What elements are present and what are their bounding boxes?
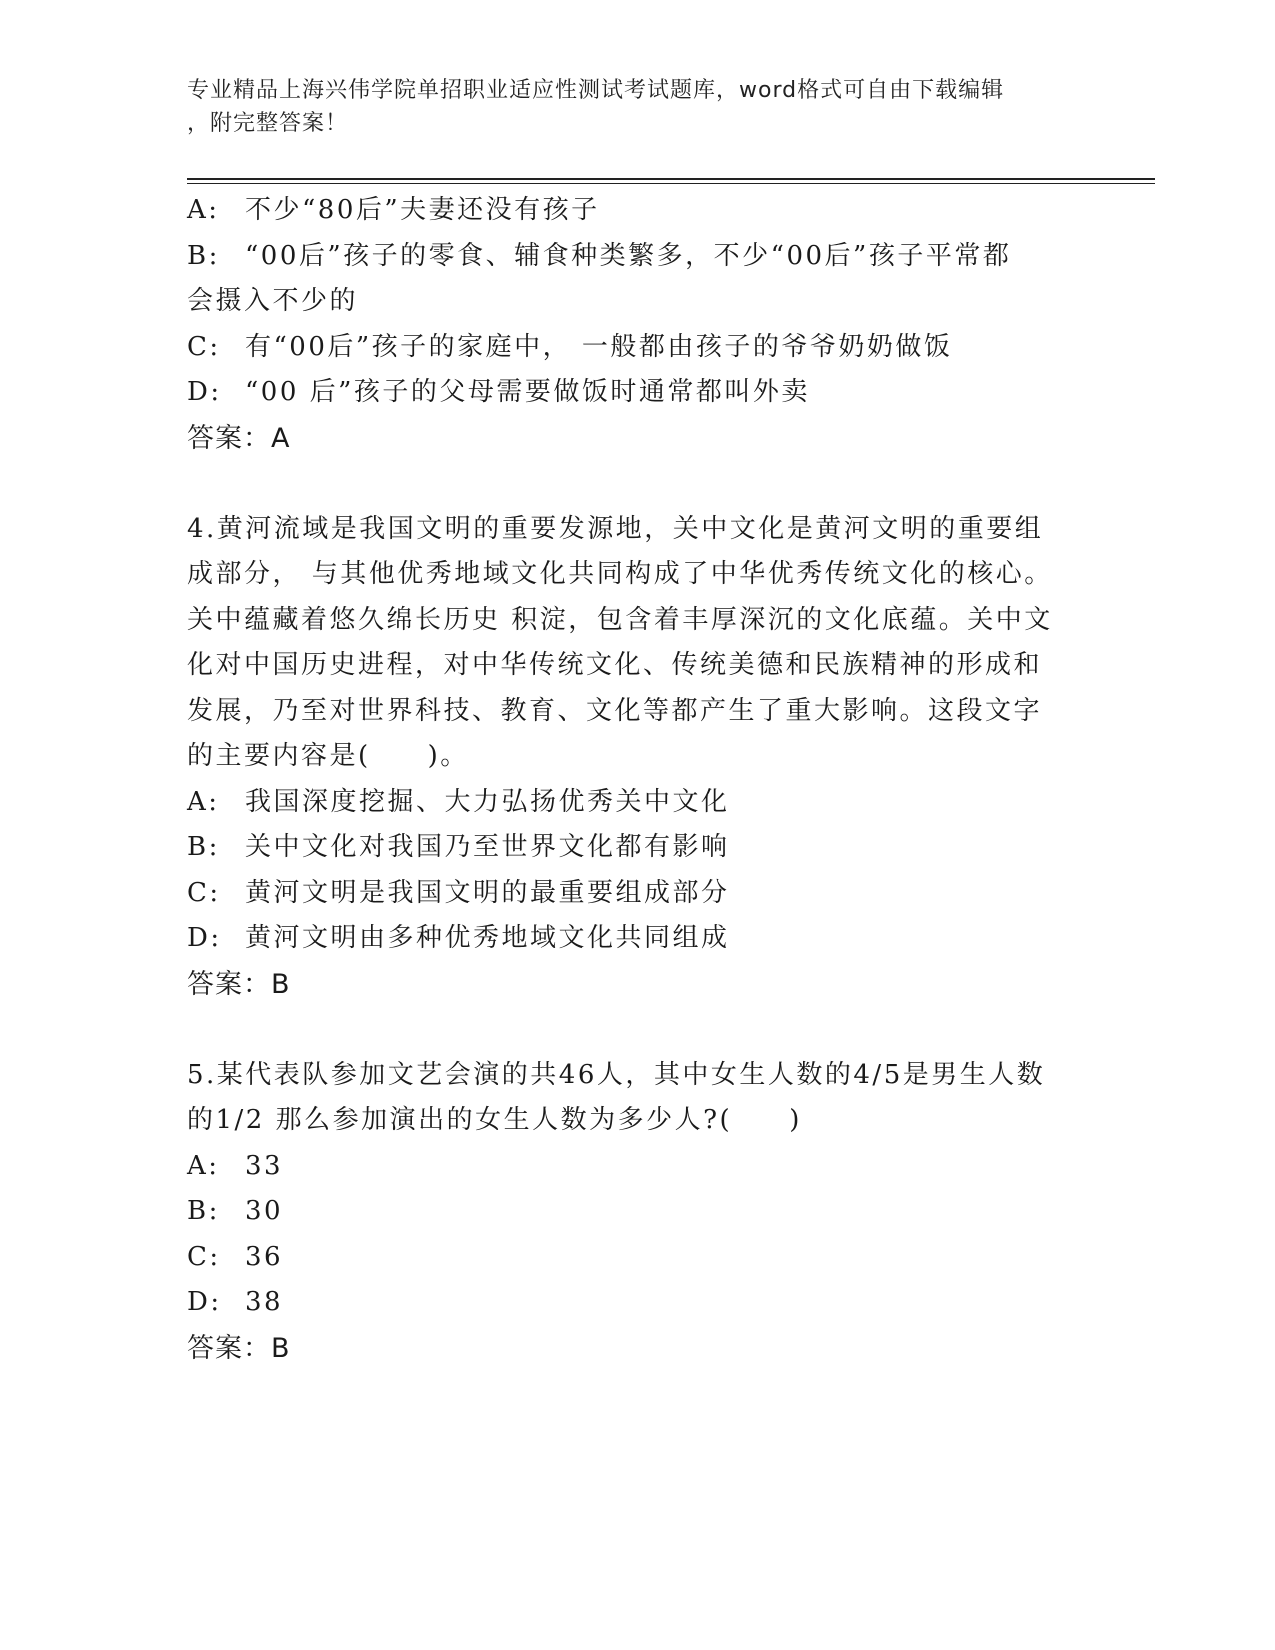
- q5-option-c: [187, 1235, 1077, 1281]
- option-key: A:: [187, 1150, 220, 1181]
- option-text: 黄河文明是我国文明的最重要组成部分: [245, 877, 730, 908]
- q4-option-c: [187, 871, 1077, 917]
- option-text: “00后”孩子的零食、辅食种类繁多，不少“00后”孩子平常都: [245, 240, 1012, 271]
- document-body: [187, 188, 1077, 1371]
- q5-option-a: [187, 1144, 1077, 1190]
- q3-answer: 答案：A: [187, 422, 291, 454]
- header-divider-thick: [187, 178, 1155, 180]
- q3-option-a: [187, 188, 1077, 234]
- option-key: D:: [187, 377, 222, 407]
- option-text: 36: [245, 1241, 284, 1272]
- q4-option-a: [187, 780, 1077, 826]
- q4-stem-line: 关中蕴藏着悠久绵长历史 积淀，包含着丰厚深沉的文化底蕴。关中文: [187, 604, 1053, 635]
- option-key: C:: [187, 1241, 221, 1272]
- page-header: [187, 74, 1067, 140]
- option-key: D:: [187, 1287, 222, 1317]
- question-3: [187, 188, 1077, 461]
- q3-option-c: [187, 325, 1077, 371]
- q5-answer: 答案：B: [187, 1332, 291, 1364]
- option-text: 38: [245, 1287, 284, 1317]
- q4-stem-line: 的主要内容是( )。: [187, 741, 469, 771]
- option-text: 我国深度挖掘、大力弘扬优秀关中文化: [245, 786, 730, 817]
- spacer: [187, 461, 1077, 507]
- q5-stem-line: 5.某代表队参加文艺会演的共46人，其中女生人数的4/5是男生人数: [187, 1059, 1046, 1090]
- header-divider-thin: [187, 183, 1155, 184]
- option-text: 黄河文明由多种优秀地域文化共同组成: [245, 923, 730, 953]
- option-text: 不少“80后”夫妻还没有孩子: [245, 195, 600, 225]
- q4-stem-line: 4.黄河流域是我国文明的重要发源地，关中文化是黄河文明的重要组: [187, 513, 1044, 544]
- option-key: D:: [187, 923, 222, 953]
- option-text: 关中文化对我国乃至世界文化都有影响: [245, 832, 730, 862]
- q4-stem-line: 化对中国历史进程，对中华传统文化、传统美德和民族精神的形成和: [187, 650, 1043, 680]
- option-text: “00 后”孩子的父母需要做饭时通常都叫外卖: [245, 377, 810, 407]
- q4-stem-line: 成部分， 与其他优秀地域文化共同构成了中华优秀传统文化的核心。: [187, 559, 1053, 589]
- option-text: 33: [245, 1150, 284, 1181]
- question-4: [187, 507, 1077, 1008]
- option-key: B:: [187, 832, 220, 862]
- header-line-1: 专业精品上海兴伟学院单招职业适应性测试考试题库，word格式可自由下载编辑: [187, 78, 1005, 103]
- option-key: A:: [187, 786, 220, 817]
- q4-stem-line: 发展，乃至对世界科技、教育、文化等都产生了重大影响。这段文字: [187, 695, 1043, 726]
- q5-option-b: [187, 1189, 1077, 1235]
- option-key: C:: [187, 877, 221, 908]
- q3-option-b: [187, 234, 1077, 280]
- header-line-2: ，附完整答案！: [187, 111, 349, 136]
- q3-option-d: [187, 370, 1077, 416]
- option-key: A:: [187, 195, 220, 225]
- option-key: B:: [187, 1196, 220, 1226]
- question-5: [187, 1053, 1077, 1372]
- option-text: 有“00后”孩子的家庭中， 一般都由孩子的爷爷奶奶做饭: [245, 331, 953, 362]
- q4-answer: 答案：B: [187, 968, 291, 1000]
- q4-option-d: [187, 916, 1077, 962]
- q5-stem-line: 的1/2 那么参加演出的女生人数为多少人?( ): [187, 1105, 802, 1135]
- option-key: B:: [187, 240, 220, 271]
- spacer: [187, 1007, 1077, 1053]
- q3-option-b-continuation: 会摄入不少的: [187, 286, 359, 316]
- option-text: 30: [245, 1196, 284, 1226]
- q5-option-d: [187, 1280, 1077, 1326]
- option-key: C:: [187, 331, 221, 362]
- q4-option-b: [187, 825, 1077, 871]
